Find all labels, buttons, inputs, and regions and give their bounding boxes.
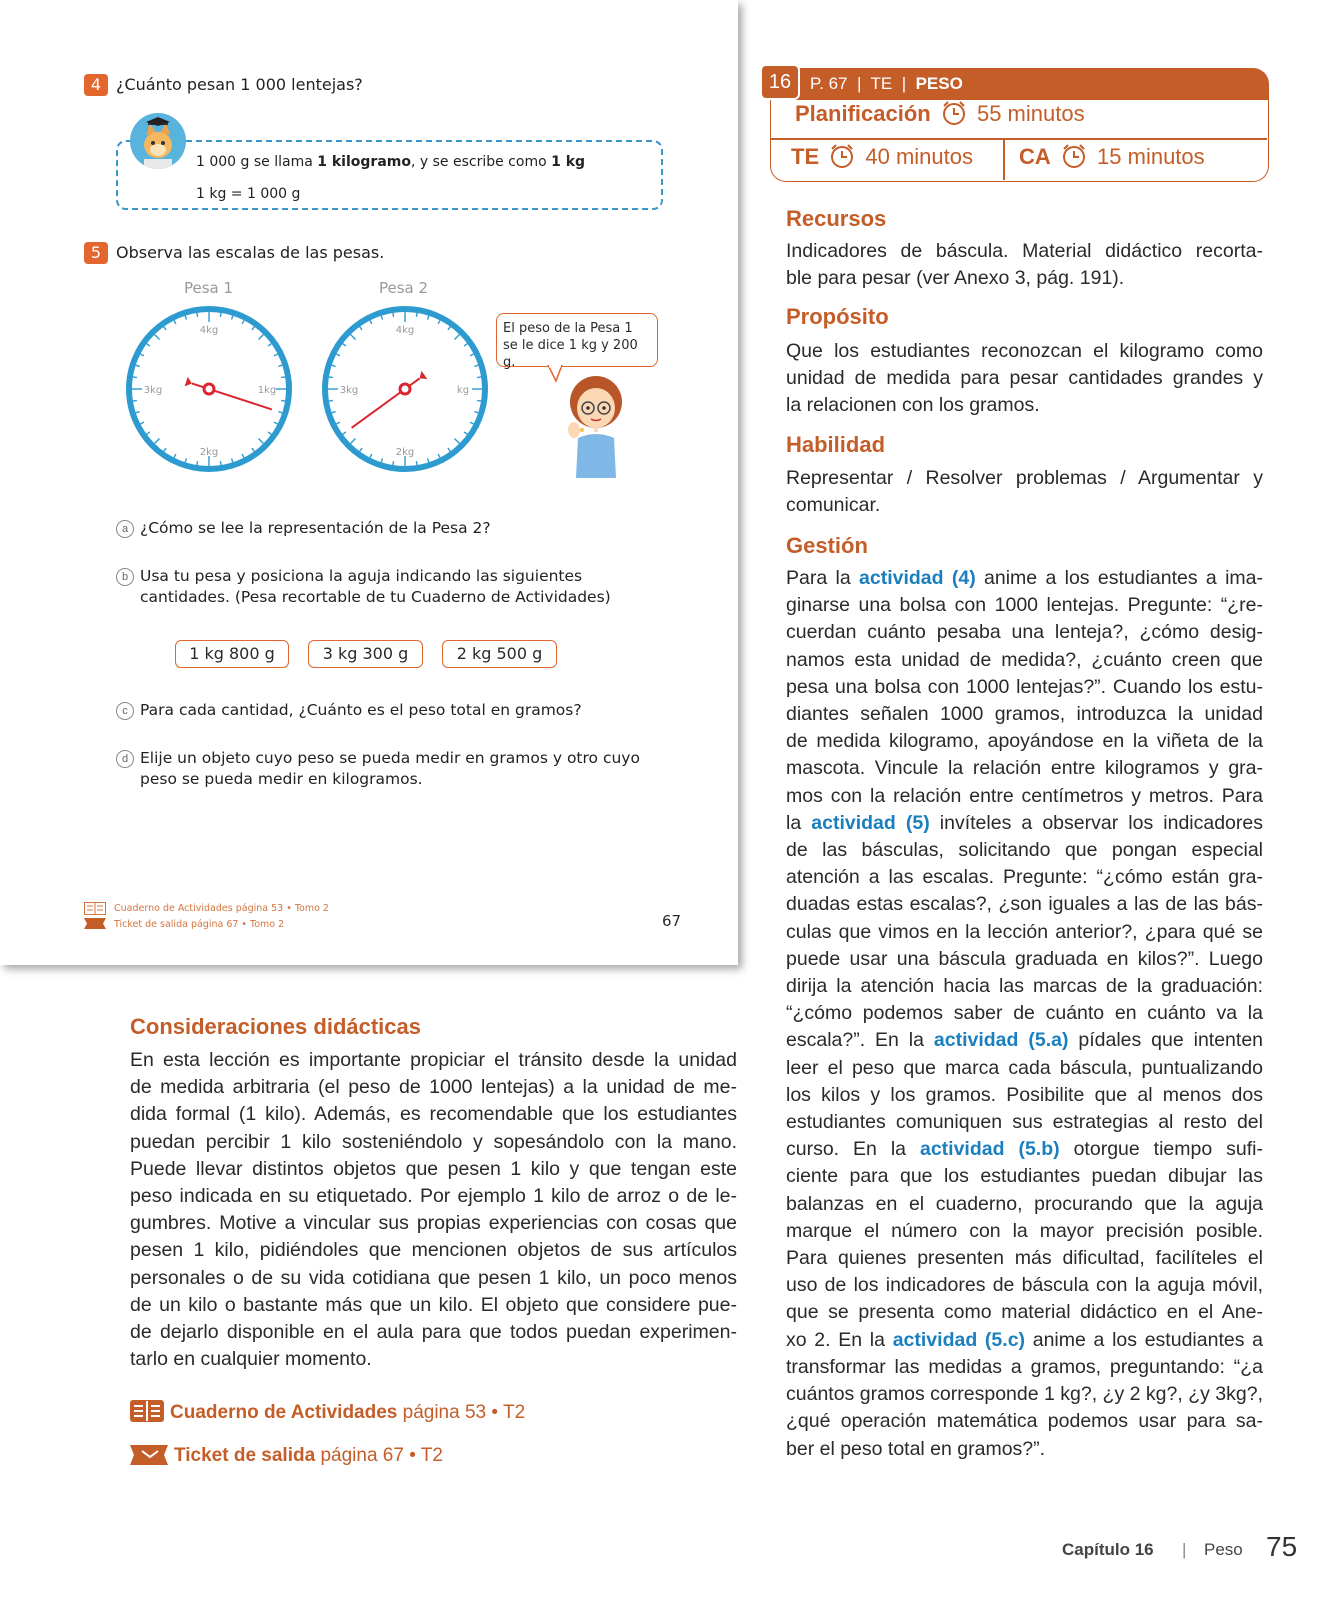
gauge-tick xyxy=(281,400,285,401)
gestion-line: dirija la atención hacia las marcas de la graduación: xyxy=(786,975,1263,998)
gestion-line: namos esta unidad de medida?, ¿cuánto creen que xyxy=(786,648,1263,671)
notebook-icon xyxy=(130,1400,164,1422)
speech-bubble xyxy=(496,313,658,370)
gestion-line: pesa una bolsa con 1000 lentejas?”. Cuando los estu- xyxy=(786,675,1263,698)
question-5-badge: 5 xyxy=(84,242,108,264)
gauge-1-title: Pesa 1 xyxy=(184,279,234,297)
question-4-text: ¿Cuánto pesan 1 000 lentejas? xyxy=(116,75,363,94)
gauge-scale-label: kg xyxy=(456,385,470,396)
footer-separator: | xyxy=(1182,1540,1187,1559)
quantity-box-1: 1 kg 800 g xyxy=(175,640,289,668)
activity-reference: actividad (4) xyxy=(859,567,976,589)
gauge-tick xyxy=(197,461,198,465)
gauge-scale-label: 2kg xyxy=(395,447,415,458)
student-page-number: 67 xyxy=(662,912,682,930)
girl-character-icon xyxy=(560,372,632,478)
item-b-text: Usa tu pesa y posiciona la aguja indicando las siguientes cantidades. (Pesa recortable de tu Cuaderno de Actividades) xyxy=(140,567,611,606)
gestion-line: mos con la relación entre centímetros y metros. Para xyxy=(786,784,1263,807)
gauge-scale-label: 4kg xyxy=(199,325,219,336)
gauge-tick xyxy=(329,400,333,401)
gestion-line: diantes señalen 1000 gramos, introduzca la unidad xyxy=(786,703,1263,726)
gauge-tick xyxy=(220,461,221,465)
gauge-tick xyxy=(133,377,137,378)
item-c-text: Para cada cantidad, ¿Cuánto es el peso total en gramos? xyxy=(140,701,582,719)
gauge-pivot xyxy=(204,384,214,394)
gestion-line: escala?”. En la actividad (5.a) pídales que intenten xyxy=(786,1029,1264,1052)
recursos-text: Indicadores de báscula. Material didáctico recorta- ble para pesar (ver Anexo 3, pág. 191). xyxy=(786,240,1263,290)
gestion-line: curso. En la actividad (5.b) otorgue tiempo sufi- xyxy=(786,1138,1263,1161)
scale-gauge-1 xyxy=(124,304,294,474)
gestion-line: cuerdan cuánto pesaba una lenteja?, ¿cómo desig- xyxy=(786,621,1263,644)
consideraciones-heading: Consideraciones didácticas xyxy=(130,1014,421,1039)
header-tab-text: P. 67 | TE | PESO xyxy=(810,74,963,93)
gestion-line: ber el peso total en gramos?”. xyxy=(786,1437,1046,1460)
ca-row: CA 15 minutos xyxy=(1019,144,1205,169)
alarm-clock-icon xyxy=(829,143,855,169)
item-c-marker: c xyxy=(116,702,134,720)
cat-mascot-icon xyxy=(130,113,186,169)
footer-ref-ticket: Ticket de salida página 67 • Tomo 2 xyxy=(114,919,285,930)
gestion-line: uso de los indicadores de báscula con la aguja móvil, xyxy=(786,1274,1263,1297)
gestion-line: leer el peso que marca cada báscula, puntualizando xyxy=(786,1056,1263,1079)
activity-reference: actividad (5.b) xyxy=(919,1138,1060,1161)
gestion-line: la actividad (5) invíteles a observar los indicadores xyxy=(786,811,1263,834)
consideraciones-line: Puede llevar distintos objetos que pesen 1 kilo y que tengan este xyxy=(130,1157,737,1180)
consideraciones-line: dida formal (1 kilo). Además, es recomendable que los estudiantes xyxy=(130,1103,737,1126)
gauge-tick xyxy=(416,461,417,465)
habilidad-text: Representar / Resolver problemas / Argumentar y comunicar. xyxy=(786,467,1263,517)
gauge-tick xyxy=(393,313,394,317)
consideraciones-text xyxy=(130,1047,737,1373)
gestion-line: transformar las medidas a gramos, preguntando: “¿a xyxy=(786,1355,1263,1378)
consideraciones-line: de un kilo o bastante más que un kilo. El objeto que considere pue- xyxy=(130,1293,737,1316)
header-box xyxy=(770,100,1269,182)
consideraciones-line: peso indicada en su etiquetado. Por ejemplo 1 kilo de arroz o de le- xyxy=(130,1185,737,1208)
item-b-marker: b xyxy=(116,568,134,586)
gestion-line: ginarse una bolsa con 1000 lentejas. Pregunte: “¿re- xyxy=(786,594,1263,617)
gestion-line: de medida kilogramo, apoyándose en la viñeta de la xyxy=(786,730,1263,753)
gauge-scale-label: 4kg xyxy=(395,325,415,336)
gauge-tick xyxy=(329,377,333,378)
item-d-text: Elije un objeto cuyo peso se pueda medir en gramos y otro cuyo peso se pueda medir en kilogramos. xyxy=(140,749,640,788)
kilogram-definition: 1 000 g se llama 1 kilogramo, y se escribe como 1 kg xyxy=(196,154,586,170)
consideraciones-line: de dejarlo disponible en el aula para que todos puedan experimen- xyxy=(130,1321,737,1344)
gauge-2-title: Pesa 2 xyxy=(379,279,429,297)
gauge-tick xyxy=(477,400,481,401)
gauge-scale-label: 2kg xyxy=(199,447,219,458)
habilidad-heading: Habilidad xyxy=(786,432,886,457)
activity-reference: actividad (5.a) xyxy=(933,1029,1069,1052)
gauge-scale-label: 3kg xyxy=(143,385,163,396)
lesson-number: 16 xyxy=(760,64,800,100)
activity-reference: actividad (5.c) xyxy=(892,1328,1026,1351)
gestion-heading: Gestión xyxy=(786,533,868,558)
footer-topic: Peso xyxy=(1204,1540,1243,1559)
page-number: 75 xyxy=(1266,1531,1298,1562)
quantity-box-2: 3 kg 300 g xyxy=(308,640,423,668)
gauge-tick xyxy=(220,313,221,317)
scale-gauge-2 xyxy=(320,304,490,474)
planificacion-row: Planificación 55 minutos xyxy=(795,101,1085,126)
item-a-text: ¿Cómo se lee la representación de la Pesa 2? xyxy=(140,519,491,537)
gestion-line: cuántos gramos corresponde 1 kg?, ¿y 2 kg?, ¿y 3kg?, xyxy=(786,1383,1263,1406)
gauge-tick xyxy=(133,400,137,401)
gauge-tick xyxy=(477,377,481,378)
gestion-line: ¿qué operación matemática podemos usar para sa- xyxy=(786,1410,1263,1433)
gestion-line: atención a las escalas. Pregunte: “¿cómo están gra- xyxy=(786,866,1263,889)
proposito-text: Que los estudiantes reconozcan el kilogramo como unidad de medida para pesar cantidades grandes y la relacionen con los gramos. xyxy=(786,340,1263,417)
gauge-scale-label: 1kg xyxy=(257,385,277,396)
gestion-line: de las básculas, solicitando que pongan especial xyxy=(786,839,1263,862)
gauge-tick xyxy=(393,461,394,465)
gestion-line: mascota. Vincule la relación entre kilogramos y gra- xyxy=(786,757,1263,780)
lesson-header xyxy=(770,68,1269,182)
gestion-line: los kilos y los gramos. Posibilite que al menos dos xyxy=(786,1083,1263,1106)
gestion-line: que se presenta como material didáctico en el Ane- xyxy=(786,1301,1263,1324)
notebook-icon xyxy=(84,902,106,915)
cuaderno-reference: Cuaderno de Actividades página 53 • T2 xyxy=(130,1400,525,1424)
activity-reference: actividad (5) xyxy=(811,811,930,834)
consideraciones-line: puedan percibir 1 kilo sosteniéndolo y sopesándolo con la mano. xyxy=(130,1130,737,1153)
speech-line-1: El peso de la Pesa 1 xyxy=(503,321,633,336)
item-d-marker: d xyxy=(116,750,134,768)
consideraciones-line: gumbres. Motive a vincular sus propias experiencias con cosas que xyxy=(130,1212,737,1235)
gestion-line: “¿cómo podemos saber de cuánto en cuánto va la xyxy=(786,1002,1263,1025)
gauge-scale-label: 3kg xyxy=(339,385,359,396)
te-row: TE 40 minutos xyxy=(791,144,973,169)
mascot-info-box xyxy=(116,140,663,210)
gestion-line: puede usar una báscula graduada en kilos?”. Luego xyxy=(786,947,1263,970)
question-5-text: Observa las escalas de las pesas. xyxy=(116,243,385,262)
gestion-text xyxy=(786,565,1263,1463)
speech-line-2: se le dice 1 kg y 200 g. xyxy=(503,338,638,370)
quantity-box-3: 2 kg 500 g xyxy=(442,640,557,668)
footer-ref-notebook: Cuaderno de Actividades página 53 • Tomo 2 xyxy=(114,903,329,914)
gestion-line: balanzas en el cuaderno, procurando que la aguja xyxy=(786,1192,1263,1215)
ticket-icon xyxy=(84,918,106,929)
item-a-marker: a xyxy=(116,520,134,538)
chapter-label: Capítulo 16 xyxy=(1062,1540,1154,1559)
consideraciones-line: pesen 1 kilo, pidiéndoles que mencionen objetos de sus artículos xyxy=(130,1239,737,1262)
gestion-line: marque el número con la mayor precisión posible. xyxy=(786,1219,1263,1242)
proposito-heading: Propósito xyxy=(786,304,889,329)
consideraciones-line: tarlo en cualquier momento. xyxy=(130,1348,372,1371)
alarm-clock-icon xyxy=(941,100,967,126)
ticket-reference: Ticket de salida página 67 • T2 xyxy=(130,1445,443,1467)
student-book-page xyxy=(0,0,738,965)
header-divider xyxy=(771,138,1267,140)
question-4-badge: 4 xyxy=(84,74,108,96)
ticket-icon xyxy=(130,1445,168,1465)
gestion-line: Para quienes presenten más dificultad, facilíteles el xyxy=(786,1247,1263,1270)
consideraciones-line: En esta lección es importante propiciar el tránsito desde la unidad xyxy=(130,1049,737,1071)
gestion-line: culas que vimos en la lección anterior?, ¿para qué se xyxy=(786,920,1263,943)
consideraciones-line: de medida arbitraria (el peso de 1000 lentejas) a la unidad de me- xyxy=(130,1076,737,1099)
gauge-pivot xyxy=(400,384,410,394)
gestion-line: ciente para que los estudiantes puedan dibujar las xyxy=(786,1165,1263,1188)
gauge-tick xyxy=(416,313,417,317)
recursos-heading: Recursos xyxy=(786,206,887,231)
gauge-tick xyxy=(197,313,198,317)
gestion-line: estudiantes comuniquen sus estrategias al resto del xyxy=(786,1111,1263,1134)
consideraciones-line: personales o de su vida cotidiana que pesen 1 kilo, un poco menos xyxy=(130,1266,737,1289)
gestion-line: duadas estas escalas?, ¿son iguales a las de las bás- xyxy=(786,893,1263,916)
alarm-clock-icon xyxy=(1061,143,1087,169)
gauge-tick xyxy=(281,377,285,378)
kilogram-equivalence: 1 kg = 1 000 g xyxy=(196,186,301,202)
header-vertical-divider xyxy=(1003,138,1005,180)
gestion-line: xo 2. En la actividad (5.c) anime a los estudiantes a xyxy=(786,1328,1263,1351)
gestion-line: Para la actividad (4) anime a los estudiantes a ima- xyxy=(786,567,1263,589)
